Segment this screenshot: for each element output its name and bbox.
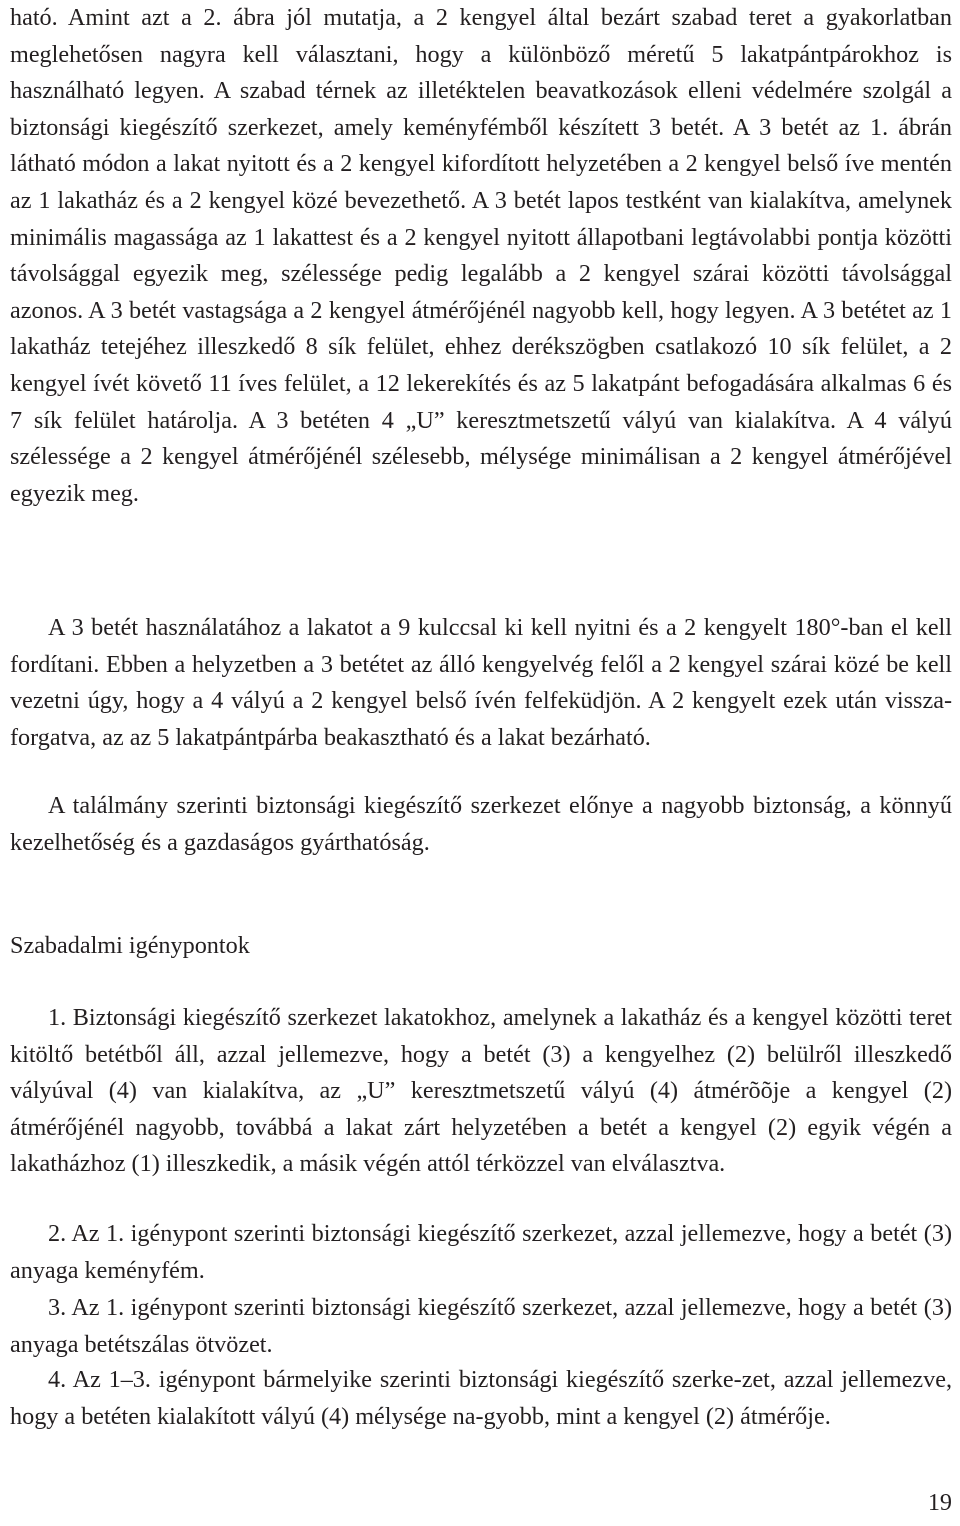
body-paragraph-2: A 3 betét használatához a lakatot a 9 kulccsal ki kell nyitni és a 2 kengyelt 180°-ban el kell fordítani. Ebben a helyzetben a 3 betétet az álló kengyelvég felől a 2 kengyel szárai közé be kell vezetni úgy, hogy a 4 vályú a 2 kengyel belső ívén felfeküdjön. A 2 kengyelt ezek után vissza-forgatva, az az 5 lakatpántpárba beakasztható és a lakat bezárható.	[10, 614, 952, 751]
claim-2: 2. Az 1. igénypont szerinti biztonsági kiegészítő szerkezet, azzal jellemezve, hogy a betét (3) anyaga keményfém.	[10, 1220, 952, 1284]
body-paragraph-1: ható. Amint azt a 2. ábra jól mutatja, a 2 kengyel által bezárt szabad teret a gyakorlatban meglehetősen nagyra kell választani, hogy a különböző méretű 5 lakatpántpárokhoz is használható legyen. A szabad térnek az illetéktelen beavatkozások elleni védelmére szolgál a biztonsági kiegészítő szerkezet, amely keményfémből készített 3 betét. A 3 betét az 1. ábrán látható módon a lakat nyitott és a 2 kengyel kifordított helyzetében a 2 kengyel belső íve mentén az 1 lakatház és a 2 kengyel közé bevezethető. A 3 betét lapos testként van kialakítva, amelynek minimális magassága az 1 lakattest és a 2 kengyel nyitott állapotbani legtávolabbi pontja közötti távolsággal egyezik meg, szélessége pedig legalább a 2 kengyel szárai közötti távolsággal azonos. A 3 betét vastagsága a 2 kengyel átmérőjénél nagyobb kell, hogy legyen. A 3 betétet az 1 lakatház tetejéhez illeszkedő 8 sík felület, ehhez derékszögben csatlakozó 10 sík felület, a 2 kengyel ívét követő 11 íves felület, a 12 lekerekítés és az 5 lakatpánt befogadására alkalmas 6 és 7 sík felület határolja. A 3 betéten 4 „U” keresztmetszetű vályú van kialakítva. A 4 vályú szélessége a 2 kengyel átmérőjénél szélesebb, mélysége minimálisan a 2 kengyel átmérőjével egyezik meg.	[10, 4, 952, 507]
page-number: 19	[927, 1489, 952, 1516]
claim-3: 3. Az 1. igénypont szerinti biztonsági kiegészítő szerkezet, azzal jellemezve, hogy a betét (3) anyaga betétszálas ötvözet.	[10, 1294, 952, 1358]
body-paragraph-3: A találmány szerinti biztonsági kiegészítő szerkezet előnye a nagyobb biztonság, a könnyű kezelhetőség és a gazdaságos gyárthatóság.	[10, 792, 952, 856]
claims-heading: Szabadalmi igénypontok	[10, 932, 250, 959]
claim-1: 1. Biztonsági kiegészítő szerkezet lakatokhoz, amelynek a lakatház és a kengyel közötti teret kitöltő betétből áll, azzal jellemezve, hogy a betét (3) a kengyelhez (2) belülről illeszkedő vályúval (4) van kialakítva, az „U” keresztmetszetű vályú (4) átmérõõje a kengyel (2) átmérőjénél nagyobb, továbbá a lakat zárt helyzetében a betét a kengyel (2) egyik végén a lakatházhoz (1) illeszkedik, a másik végén attól térközzel van elválasztva.	[10, 1004, 952, 1178]
claim-4: 4. Az 1–3. igénypont bármelyike szerinti biztonsági kiegészítő szerke-zet, azzal jellemezve, hogy a betéten kialakított vályú (4) mélysége na-gyobb, mint a kengyel (2) átmérője.	[10, 1366, 952, 1430]
